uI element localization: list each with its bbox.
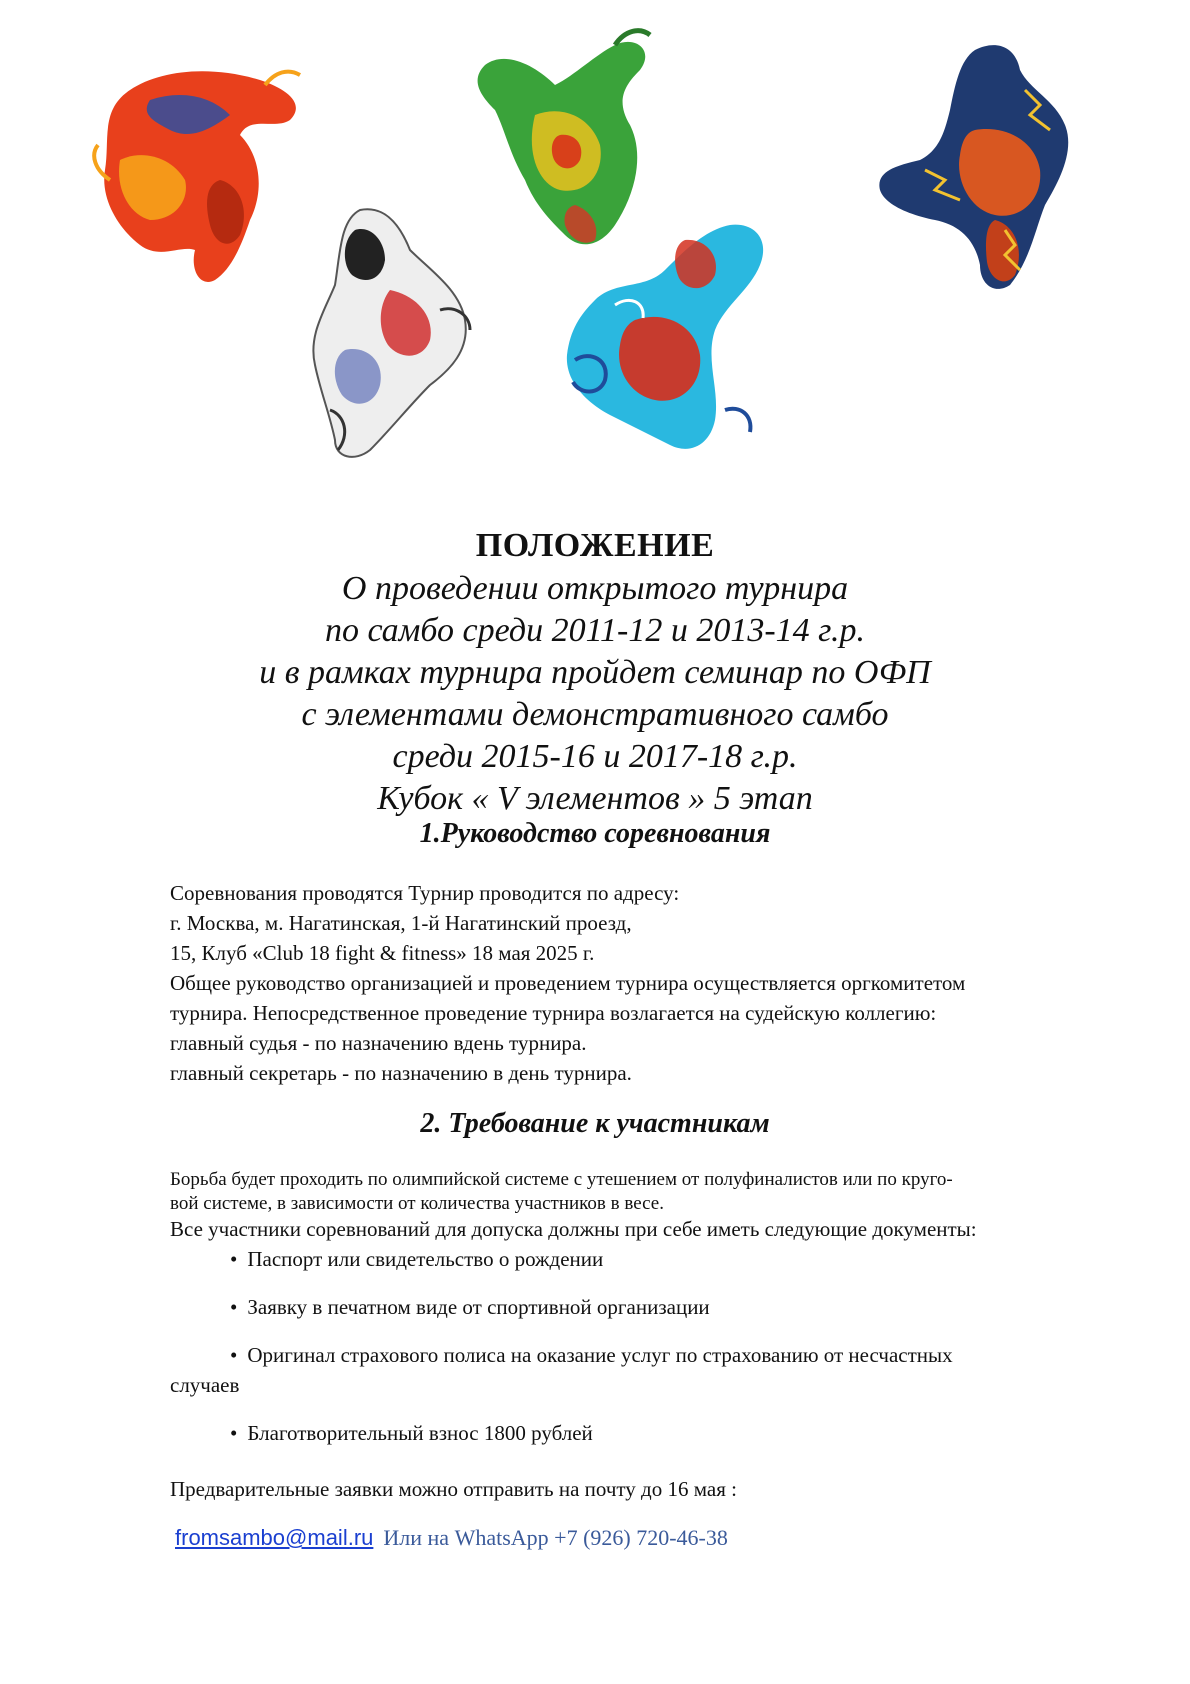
paragraph-line: турнира. Непосредственное проведение турнира возлагается на судейскую коллегию: [170,1001,937,1025]
bullet-icon: • [230,1295,238,1319]
subtitle-line: Кубок « V элементов » 5 этап [377,780,813,817]
paragraph-line: Предварительные заявки можно отправить на почту до 16 мая : [170,1477,737,1501]
header-illustrations [0,0,1190,500]
air-wrestlers-icon [290,200,490,470]
subtitle-line: среди 2015-16 и 2017-18 г.р. [392,738,798,775]
paragraph-line: Все участники соревнований для допуска должны при себе иметь следующие документы: [170,1217,977,1241]
list-item-text: Благотворительный взнос 1800 рублей [247,1421,593,1445]
list-item [230,1340,953,1370]
paragraph-line: г. Москва, м. Нагатинская, 1-й Нагатинский проезд, [170,911,632,935]
subtitle-line: с элементами демонстративного самбо [301,696,889,733]
paragraph-line: главный судья - по назначению вдень турнира. [170,1031,587,1055]
section-1-body [170,878,1100,1088]
lightning-wrestlers-icon [865,30,1095,300]
list-item-continuation: случаев [170,1373,240,1397]
section-1-heading [0,818,1190,850]
paragraph-line: 15, Клуб «Club 18 fight & fitness» 18 мая 2025 г. [170,941,595,965]
paragraph-line: главный секретарь - по назначению в день турнира. [170,1061,632,1085]
list-item [230,1244,603,1274]
fire-wrestlers-icon [90,60,310,290]
paragraph-line: вой системе, в зависимости от количества участников в весе. [170,1193,664,1214]
bullet-icon: • [230,1343,238,1367]
title-block [0,524,1190,820]
documents-intro [170,1214,1100,1244]
whatsapp-text: Или на WhatsApp +7 (926) 720-46-38 [383,1525,728,1550]
section-2-heading: 2. Требование к участникам [420,1108,770,1139]
subtitle-line: по самбо среди 2011-12 и 2013-14 г.р. [324,612,866,649]
section-1-number: 1 [419,818,434,849]
preliminary-note [170,1474,1100,1504]
paragraph-line: Борьба будет проходить по олимпийской системе с утешением от полуфиналистов или по круго- [170,1169,953,1190]
subtitle-line: и в рамках турнира пройдет семинар по ОФП [259,654,931,691]
water-wrestlers-icon [555,210,780,460]
paragraph-line: Соревнования проводятся Турнир проводится по адресу: [170,881,680,905]
list-item-text: Оригинал страхового полиса на оказание услуг по страхованию от несчастных [247,1343,953,1367]
list-item [230,1418,593,1448]
contact-line [175,1525,728,1551]
document-title: ПОЛОЖЕНИЕ [475,527,715,564]
bullet-icon: • [230,1247,238,1271]
paragraph-line: Общее руководство организацией и проведением турнира осуществляется оргкомитетом [170,971,966,995]
section-2-intro [170,1168,1100,1216]
bullet-icon: • [230,1421,238,1445]
list-item [230,1292,710,1322]
email-link[interactable]: fromsambo@mail.ru [175,1525,374,1550]
section-1-title: .Руководство соревнования [433,818,771,849]
list-item-text: Паспорт или свидетельство о рождении [247,1247,604,1271]
list-item-text: Заявку в печатном виде от спортивной организации [247,1295,710,1319]
subtitle-line: О проведении открытого турнира [341,570,849,607]
